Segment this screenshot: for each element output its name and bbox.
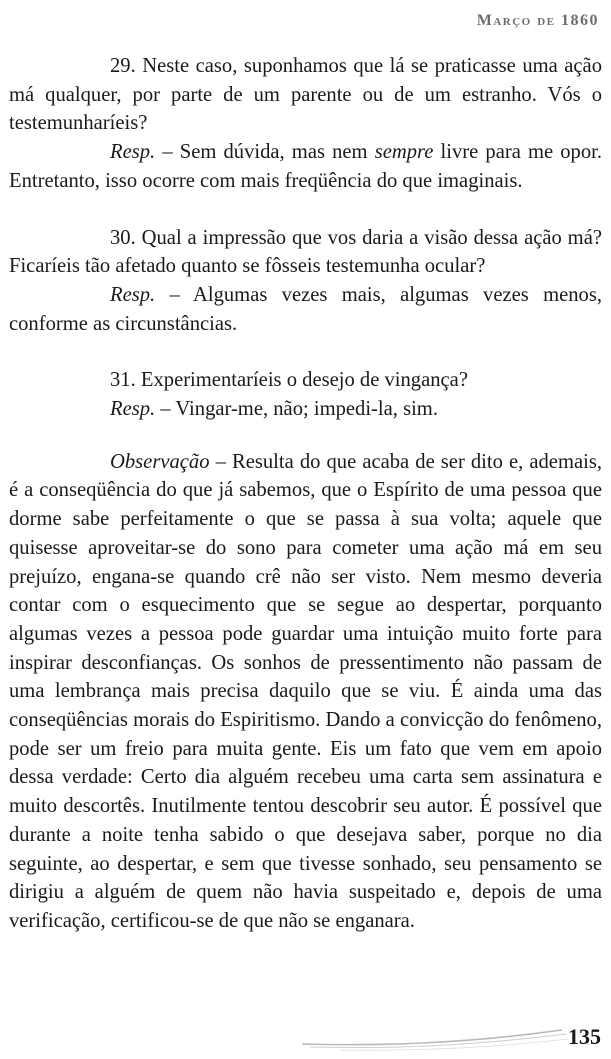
observation-text: – Resulta do que acaba de ser dito e, ademais, é a conseqüência do que já sabemos, que o Espírito de uma pessoa que dorme sabe perfeitamente o que se passa à sua volta; aquele que quisesse aproveitar-se do sono para cometer uma ação má em seu prejuízo, engana-se quando crê não ser visto. Nem mesmo deveria contar com o esquecimento que se segue ao despertar, porquanto algumas vezes a pessoa pode guardar uma intuição muito forte para inspirar desconfianças. Os sonhos de pressentimento não passam de uma lembrança mais precisa daquilo que se viu. É ainda uma das conseqüências morais do Espiritismo. Dando a convicção do fenômeno, pode ser um freio para muita gente. Eis um fato que vem em apoio dessa verdade: Certo dia alguém recebeu uma carta sem assinatura e muito descortês. Inutilmente tentou descobrir seu autor. É possível que durante a noite tenha sabido o que desejava saber, porque no dia seguinte, ao despertar, e sem que tivesse sonhado, seu pensamento se dirigiu a alguém de quem não havia suspeitado e, depois de uma verificação, certificou-se de que não se enganara. bbox=[9, 450, 602, 932]
answer-29-emphasis: sempre bbox=[374, 141, 434, 164]
answer-31 bbox=[9, 395, 602, 424]
question-29: 29. Neste caso, suponhamos que lá se praticasse uma ação má qualquer, por parte de um parente ou de um estranho. Vós o testemunharíeis? bbox=[9, 55, 602, 135]
answer-30-text: – Algumas vezes mais, algumas vezes menos, conforme as circunstâncias. bbox=[9, 283, 602, 335]
resp-label: Resp. bbox=[110, 141, 156, 164]
spacer bbox=[9, 338, 602, 366]
observation-label: Observação bbox=[110, 450, 210, 473]
spacer bbox=[9, 196, 602, 224]
answer-29 bbox=[9, 138, 602, 195]
answer-29-text-a: – Sem dúvida, mas nem bbox=[155, 141, 375, 164]
answer-30 bbox=[9, 281, 602, 338]
resp-label: Resp. bbox=[110, 283, 156, 306]
running-head: Março de 1860 bbox=[476, 12, 599, 29]
spacer bbox=[9, 424, 602, 448]
question-30: 30. Qual a impressão que vos daria a visão dessa ação má? Ficaríeis tão afetado quanto se fôsseis testemunha ocular? bbox=[9, 226, 602, 278]
footer-swoosh-ornament bbox=[300, 1022, 570, 1052]
resp-label: Resp. bbox=[110, 398, 156, 421]
observation bbox=[9, 448, 602, 936]
question-31: 31. Experimentaríeis o desejo de vingança? bbox=[110, 369, 468, 392]
answer-31-text: – Vingar-me, não; impedi-la, sim. bbox=[155, 398, 438, 421]
answer-29-text-b: livre para me opor. Entretanto, isso ocorre com mais freqüência do que imaginais. bbox=[9, 141, 602, 192]
page-number: 135 bbox=[568, 1024, 601, 1049]
page-body bbox=[9, 52, 602, 936]
